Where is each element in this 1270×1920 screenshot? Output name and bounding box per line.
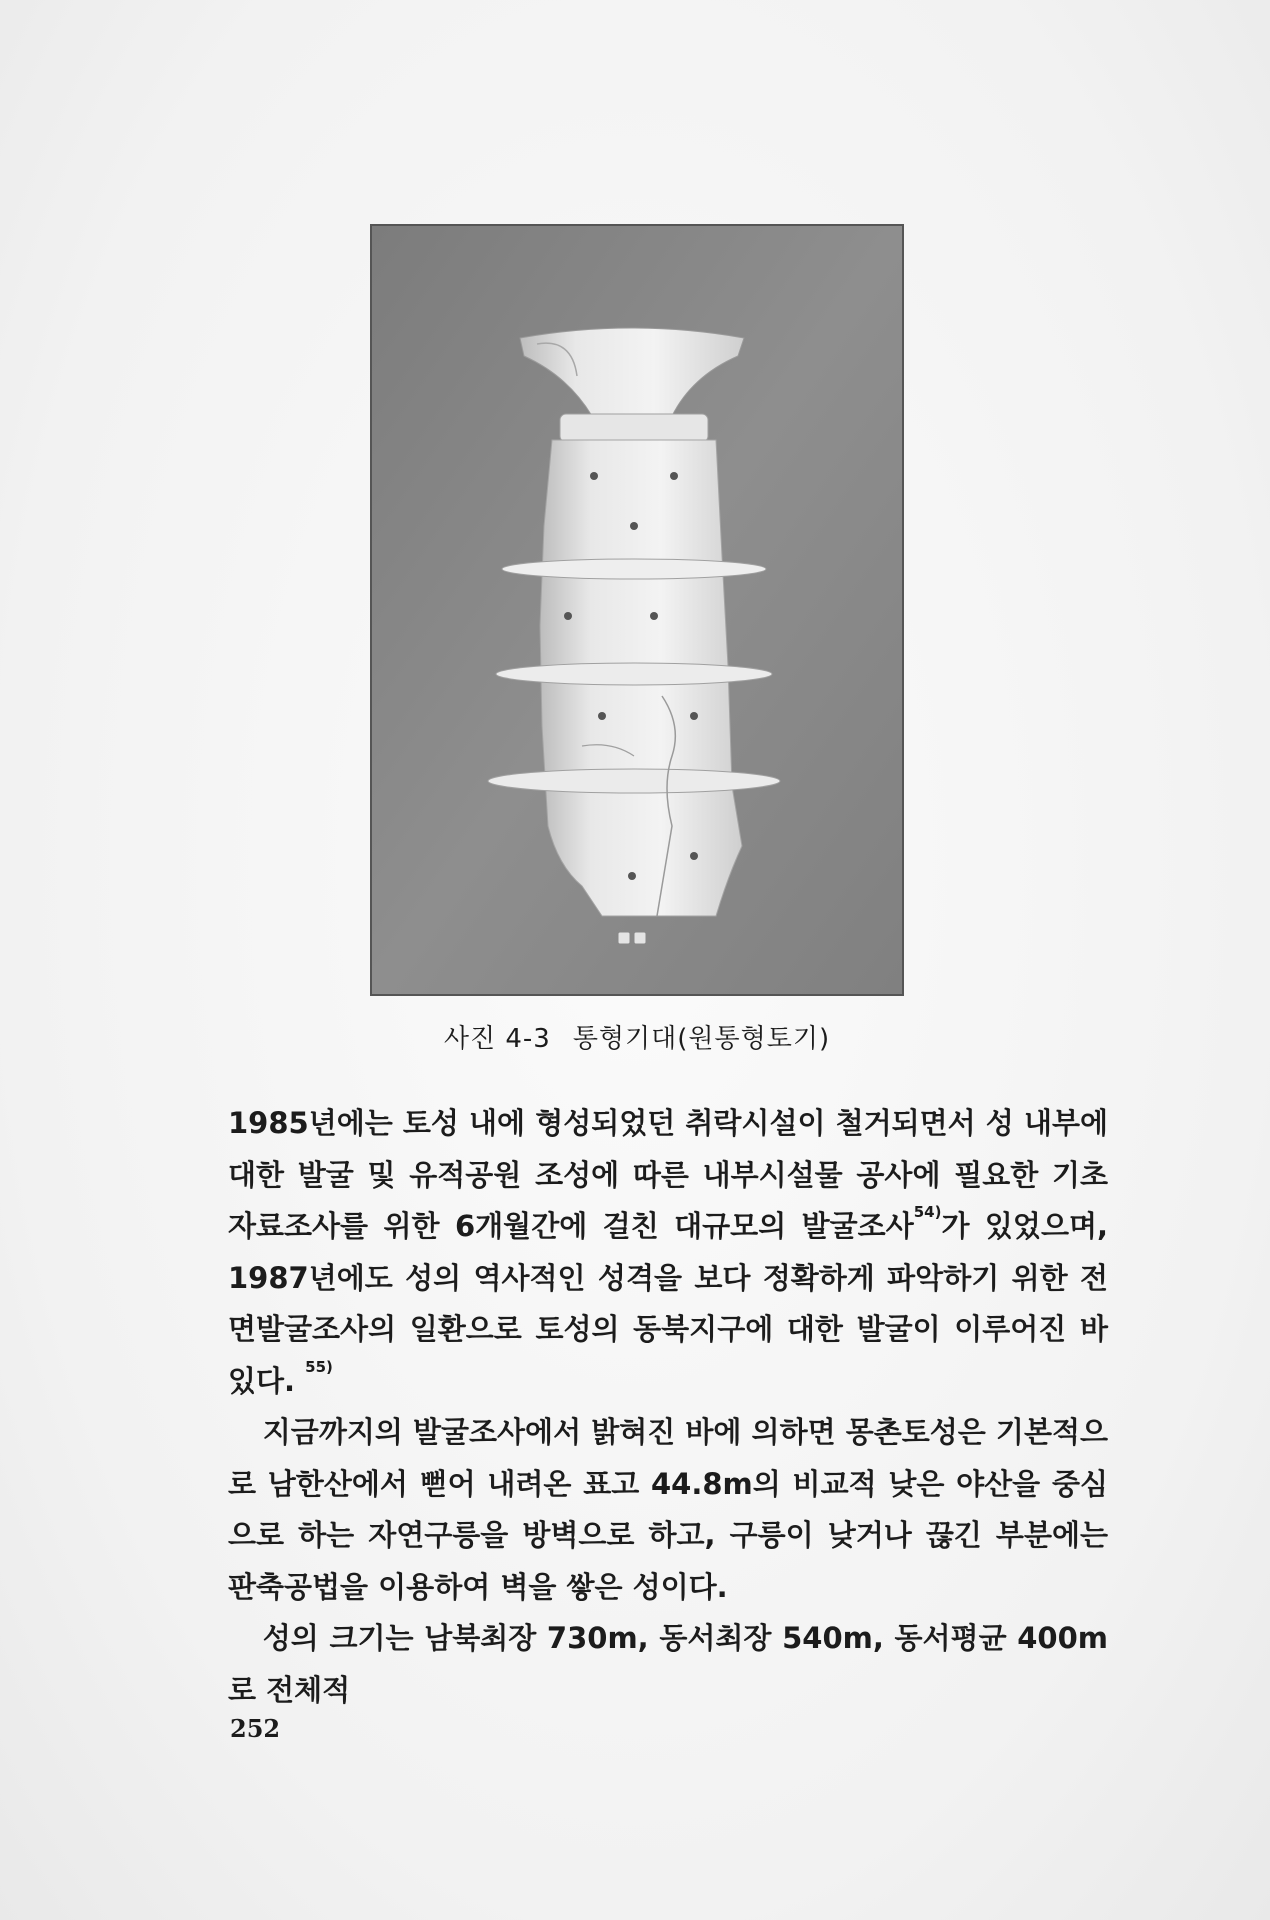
artifact-photo: [370, 224, 904, 996]
paragraph-3: 성의 크기는 남북최장 730m, 동서최장 540m, 동서평균 400m로 전체적: [228, 1621, 1108, 1707]
caption-title: 통형기대(원통형토기): [572, 1024, 831, 1054]
footnote-ref-54: 54): [913, 1203, 942, 1221]
cylindrical-vessel-stand-image: [372, 226, 902, 994]
page-number: 252: [230, 1714, 281, 1743]
footnote-ref-55: 55): [305, 1357, 333, 1376]
body-text: [228, 1098, 1108, 1716]
paragraph-1: 1985년에는 토성 내에 형성되었던 취락시설이 철거되면서 성 내부에 대한 발굴 및 유적공원 조성에 따른 내부시설물 공사에 필요한 기초 자료조사를 위한 6개월간에 걸친 대규모의 발굴조사$^{54)}$가 있었으며, 1987년에도 성의 역사적인 성격을 보다 정확하게 파악하기 위한 전면발굴조사의 일환으로 토성의 동북지구에 대한 발굴이 이루어진 바 있다. $^{55)}$: [228, 1106, 1108, 1398]
figure-caption: [370, 1018, 904, 1055]
caption-label: 사진 4-3: [443, 1024, 551, 1054]
paragraph-2: 지금까지의 발굴조사에서 밝혀진 바에 의하면 몽촌토성은 기본적으로 남한산에서 뻗어 내려온 표고 44.8m의 비교적 낮은 야산을 중심으로 하는 자연구릉을 방벽으로 하고, 구릉이 낮거나 끊긴 부분에는 판축공법을 이용하여 벽을 쌓은 성이다.: [228, 1415, 1108, 1604]
